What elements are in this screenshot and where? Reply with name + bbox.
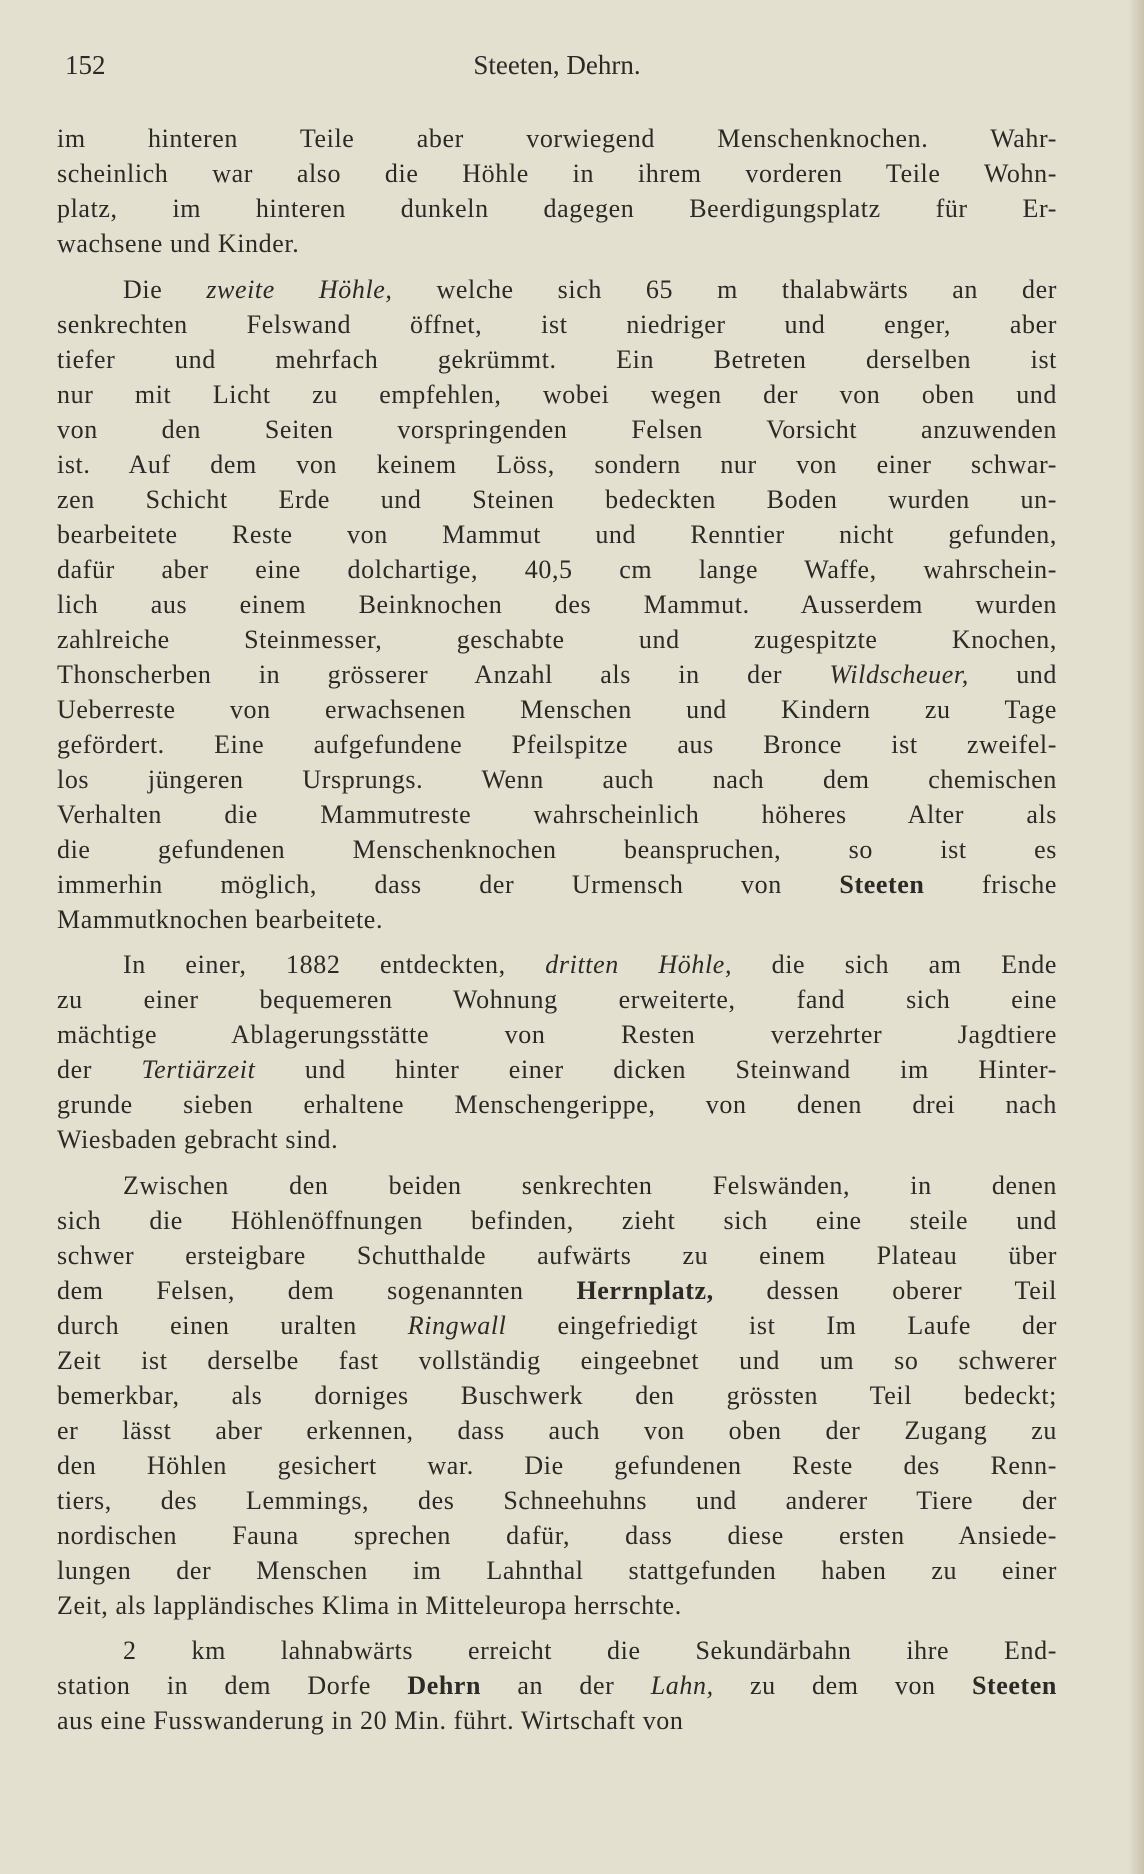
text-line (57, 727, 1057, 762)
text-segment: senkrechten Felswand öffnet, ist niedriger und enger, aber (57, 309, 1057, 339)
text-line (57, 272, 1057, 307)
text-segment: grunde sieben erhaltene Menschengerippe, von denen drei nach (57, 1090, 1057, 1120)
text-segment: zen Schicht Erde und Steinen bedeckten Boden wurden un- (57, 484, 1057, 514)
text-segment: zu dem von (713, 1671, 972, 1701)
text-segment: lungen der Menschen im Lahnthal stattgefunden haben zu einer (57, 1555, 1057, 1585)
text-line (57, 1518, 1057, 1553)
text-segment: schwer ersteigbare Schutthalde aufwärts zu einem Plateau über (57, 1240, 1057, 1270)
text-segment: tiers, des Lemmings, des Schneehuhns und anderer Tiere der (57, 1485, 1057, 1515)
text-line (57, 517, 1057, 552)
body-text (57, 121, 1057, 1738)
text-line (57, 692, 1057, 727)
text-segment: er lässt aber erkennen, dass auch von oben der Zugang zu (57, 1415, 1057, 1445)
text-line (57, 447, 1057, 482)
text-segment: dafür aber eine dolchartige, 40,5 cm lange Waffe, wahrschein- (57, 554, 1057, 584)
text-line (57, 1553, 1057, 1588)
text-segment: die sich am Ende (732, 950, 1057, 980)
text-segment: wachsene und Kinder. (57, 229, 300, 258)
text-segment: zahlreiche Steinmesser, geschabte und zugespitzte Knochen, (57, 624, 1057, 654)
text-segment: die gefundenen Menschenknochen beanspruchen, so ist es (57, 834, 1057, 864)
text-segment: von den Seiten vorspringenden Felsen Vorsicht anzuwenden (57, 414, 1057, 444)
text-line (57, 902, 1057, 937)
text-line (57, 307, 1057, 342)
text-segment: Zeit ist derselbe fast vollständig eingeebnet und um so schwerer (57, 1345, 1057, 1375)
text-segment: Wiesbaden gebracht sind. (57, 1125, 339, 1155)
paragraph (57, 1633, 1057, 1738)
text-line (57, 797, 1057, 832)
text-segment: nordischen Fauna sprechen dafür, dass diese ersten Ansiede- (57, 1520, 1057, 1550)
text-line (57, 191, 1057, 226)
text-line (57, 947, 1057, 982)
text-line (57, 1017, 1057, 1052)
text-segment: Die (123, 274, 207, 304)
text-line (57, 226, 1057, 261)
text-line (57, 1122, 1057, 1157)
text-segment: scheinlich war also die Höhle in ihrem vorderen Teile Wohn- (57, 159, 1057, 188)
bold-text: Steeten (971, 1671, 1057, 1701)
text-segment: aus eine Fusswanderung in 20 Min. führt. Wirtschaft von (57, 1706, 684, 1736)
bold-text: Herrnplatz, (576, 1275, 714, 1305)
text-line (57, 622, 1057, 657)
text-segment: welche sich 65 m thalabwärts an der (392, 274, 1057, 304)
text-line (57, 1203, 1057, 1238)
page-header (57, 50, 1057, 86)
text-line (57, 1633, 1057, 1668)
text-segment: sich die Höhlenöffnungen befinden, zieht sich eine steile und (57, 1205, 1057, 1235)
text-line (57, 1378, 1057, 1413)
text-line (57, 377, 1057, 412)
text-segment: zu einer bequemeren Wohnung erweiterte, fand sich eine (57, 985, 1057, 1015)
text-line (57, 412, 1057, 447)
text-line (57, 762, 1057, 797)
text-line (57, 1238, 1057, 1273)
text-segment: durch einen uralten (57, 1310, 408, 1340)
page-number: 152 (65, 50, 106, 80)
text-line (57, 587, 1057, 622)
text-line (57, 1483, 1057, 1518)
bold-text: Steeten (839, 869, 925, 899)
text-segment: Zeit, als lappländisches Klima in Mitteleuropa herrschte. (57, 1590, 682, 1620)
italic-text: Ringwall (407, 1310, 507, 1340)
text-segment: mächtige Ablagerungsstätte von Resten verzehrter Jagdtiere (57, 1020, 1057, 1050)
text-segment: dessen oberer Teil (713, 1275, 1058, 1305)
italic-text: Tertiärzeit (141, 1055, 256, 1085)
text-segment: der (57, 1055, 142, 1085)
text-segment: los jüngeren Ursprungs. Wenn auch nach dem chemischen (57, 764, 1057, 794)
running-title: Steeten, Dehrn. (473, 50, 641, 80)
text-line (57, 121, 1057, 156)
text-line (57, 1087, 1057, 1122)
text-segment: und hinter einer dicken Steinwand im Hinter- (255, 1055, 1057, 1085)
text-segment: eingefriedigt ist Im Laufe der (506, 1310, 1057, 1340)
paragraph (57, 121, 1057, 261)
italic-text: zweite Höhle, (206, 274, 393, 304)
text-segment: platz, im hinteren dunkeln dagegen Beerdigungsplatz für Er- (57, 194, 1057, 223)
text-line (57, 1703, 1057, 1738)
text-segment: Mammutknochen bearbeitete. (57, 904, 384, 934)
text-line (57, 1413, 1057, 1448)
text-line (57, 1588, 1057, 1623)
paragraph (57, 1168, 1057, 1623)
text-line (57, 867, 1057, 902)
text-line (57, 1052, 1057, 1087)
text-line (57, 1668, 1057, 1703)
text-segment: bemerkbar, als dorniges Buschwerk den grössten Teil bedeckt; (57, 1380, 1057, 1410)
italic-text: Lahn, (650, 1671, 714, 1701)
text-segment: Verhalten die Mammutreste wahrscheinlich höheres Alter als (57, 799, 1057, 829)
text-line (57, 482, 1057, 517)
text-segment: Ueberreste von erwachsenen Menschen und Kindern zu Tage (57, 694, 1057, 724)
text-segment: Thonscherben in grösserer Anzahl als in der (57, 659, 830, 689)
text-line (57, 156, 1057, 191)
text-segment: im hinteren Teile aber vorwiegend Menschenknochen. Wahr- (57, 124, 1057, 153)
text-segment: und (968, 659, 1057, 689)
text-segment: tiefer und mehrfach gekrümmt. Ein Betreten derselben ist (57, 344, 1057, 374)
italic-text: dritten Höhle, (545, 950, 733, 980)
paragraph (57, 272, 1057, 937)
text-segment: bearbeitete Reste von Mammut und Renntier nicht gefunden, (57, 519, 1057, 549)
text-segment: Zwischen den beiden senkrechten Felswänden, in denen (123, 1170, 1057, 1200)
text-segment: dem Felsen, dem sogenannten (57, 1275, 577, 1305)
text-line (57, 982, 1057, 1017)
text-segment: ist. Auf dem von keinem Löss, sondern nur von einer schwar- (57, 449, 1057, 479)
text-segment: den Höhlen gesichert war. Die gefundenen Reste des Renn- (57, 1450, 1057, 1480)
text-segment: station in dem Dorfe (57, 1671, 408, 1701)
text-line (57, 342, 1057, 377)
text-line (57, 552, 1057, 587)
text-segment: gefördert. Eine aufgefundene Pfeilspitze aus Bronce ist zweifel- (57, 729, 1057, 759)
text-line (57, 832, 1057, 867)
paragraph (57, 947, 1057, 1157)
bold-text: Dehrn (407, 1671, 482, 1701)
text-segment: nur mit Licht zu empfehlen, wobei wegen der von oben und (57, 379, 1057, 409)
text-segment: an der (481, 1671, 651, 1701)
italic-text: Wildscheuer, (829, 659, 969, 689)
text-line (57, 657, 1057, 692)
text-line (57, 1168, 1057, 1203)
text-segment: frische (924, 869, 1057, 899)
page-edge-shadow (1128, 0, 1144, 1874)
text-segment: In einer, 1882 entdeckten, (123, 950, 546, 980)
text-line (57, 1448, 1057, 1483)
text-line (57, 1273, 1057, 1308)
text-line (57, 1308, 1057, 1343)
text-line (57, 1343, 1057, 1378)
text-segment: immerhin möglich, dass der Urmensch von (57, 869, 840, 899)
text-segment: lich aus einem Beinknochen des Mammut. Ausserdem wurden (57, 589, 1057, 619)
text-segment: 2 km lahnabwärts erreicht die Sekundärbahn ihre End- (123, 1636, 1057, 1666)
